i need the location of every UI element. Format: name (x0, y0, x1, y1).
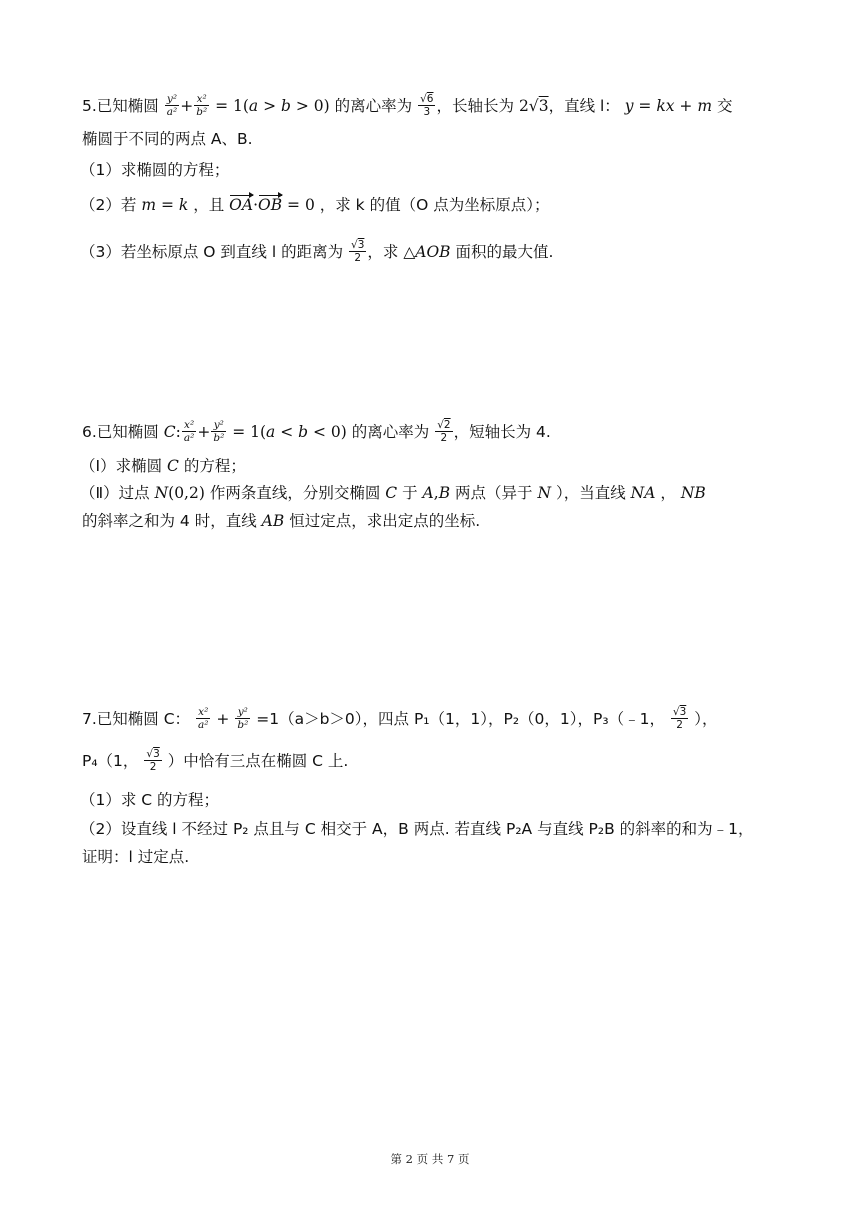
condition-m-eq-k: m = k (141, 196, 189, 214)
problem-5-line-2: 椭圆于不同的两点 A、B. (82, 130, 253, 148)
fraction-root3-2-p3: $\frac{√3}{2}$ (672, 706, 687, 731)
problem-5-part-1: （1）求椭圆的方程； (80, 161, 230, 179)
problem-5-part-2: （2）若 m = k ，且 OA·OB = 0 ，求 k 的值（O 点为坐标原点）； (80, 196, 550, 214)
problem-6-part-2: （Ⅱ）过点 N(0,2) 作两条直线，分别交椭圆 C 于 A,B 两点（异于 N ），当直线 NA ， NB (80, 484, 706, 502)
problem-7-line-2: P₄（1， $\frac{√3}{2}$ ）中恰有三点在椭圆 C 上. (82, 748, 349, 773)
ellipse-c-equation: C: (163, 423, 181, 441)
problem-5-intro: 已知椭圆 (96, 97, 159, 115)
triangle-aob: △AOB (403, 243, 451, 261)
problem-5-line-label: ，直线 l： (548, 97, 620, 115)
problem-5-part-3: （3）若坐标原点 O 到直线 l 的距离为 $\frac{√3}{2}$ ，求 △AOB 面积的最大值. (80, 239, 554, 264)
problem-6-part-1: （Ⅰ）求椭圆 C 的方程； (80, 457, 246, 475)
fraction-root6-3: $\frac{√6}{3}$ (420, 93, 434, 118)
problem-7-line-1: 7.已知椭圆 C： $\frac{\text{x²}}{\text{a²}}$ + $\frac{\text{y²}}{\text{b²}}$ =1（a＞b＞0），四点 P₁（1，1），P₂（0，1），P₃（﹣1， $\frac{√3}{2}$ ）， (82, 706, 718, 731)
problem-7-number: 7. (82, 710, 97, 728)
page-footer: 第 2 页 共 7 页 (390, 1152, 470, 1166)
fraction-root3-2: $\frac{√3}{2}$ (351, 239, 365, 264)
problem-7-part-1: （1）求 C 的方程； (80, 791, 220, 809)
point-n: N(0,2) (154, 484, 205, 502)
problem-5-intro-end: 交 (716, 97, 733, 115)
fraction-y2-a2: $\frac{\text{y²}}{\text{a²}}$ (166, 93, 178, 118)
fraction-x2-a2-p7: $\frac{\text{x²}}{\text{a²}}$ (198, 706, 209, 731)
fraction-root3-2-p4: $\frac{√3}{2}$ (146, 748, 160, 773)
problem-5-axis-label: ，长轴长为 (436, 97, 514, 115)
fraction-y2-b2-p7: $\frac{\text{y²}}{\text{b²}}$ (237, 706, 249, 731)
problem-6-line-1: 6.已知椭圆 C: $\frac{\text{x²}}{\text{a²}}$ + $\frac{\text{y²}}{\text{b²}}$ = 1(a < b < 0) 的离心率为 $\frac{√2}{2}$ ，短轴长为 4. (82, 419, 551, 444)
major-axis-value: 2√3 (518, 97, 549, 115)
problem-5-eccentricity-label: 的离心率为 (334, 97, 413, 115)
problem-6-number: 6. (82, 423, 97, 441)
problem-5-number: 5. (82, 97, 97, 115)
problem-7-part-2: （2）设直线 l 不经过 P₂ 点且与 C 相交于 A，B 两点. 若直线 P₂A 与直线 P₂B 的斜率的和为﹣1， (80, 820, 754, 838)
fraction-x2-a2: $\frac{\text{x²}}{\text{a²}}$ (183, 419, 195, 444)
problem-5-line-1: 5.已知椭圆 $\frac{\text{y²}}{\text{a²}}$ + $\frac{\text{x²}}{\text{b²}}$ = 1(a > b > 0) 的离心率为 $\frac{√6}{3}$ ，长轴长为 2√3，直线 l： y = kx + m 交 (82, 93, 733, 118)
line-equation: y = kx + m (624, 97, 713, 115)
fraction-y2-b2: $\frac{\text{y²}}{\text{b²}}$ (213, 419, 225, 444)
fraction-x2-b2: $\frac{\text{x²}}{\text{b²}}$ (196, 93, 208, 118)
dot-product-condition: OA·OB = 0 (229, 196, 315, 214)
fraction-root2-2: $\frac{√2}{2}$ (437, 419, 451, 444)
problem-6-line-cont: 的斜率之和为 4 时，直线 AB 恒过定点，求出定点的坐标. (82, 512, 481, 530)
problem-7-part-2-cont: 证明：l 过定点. (82, 848, 190, 866)
